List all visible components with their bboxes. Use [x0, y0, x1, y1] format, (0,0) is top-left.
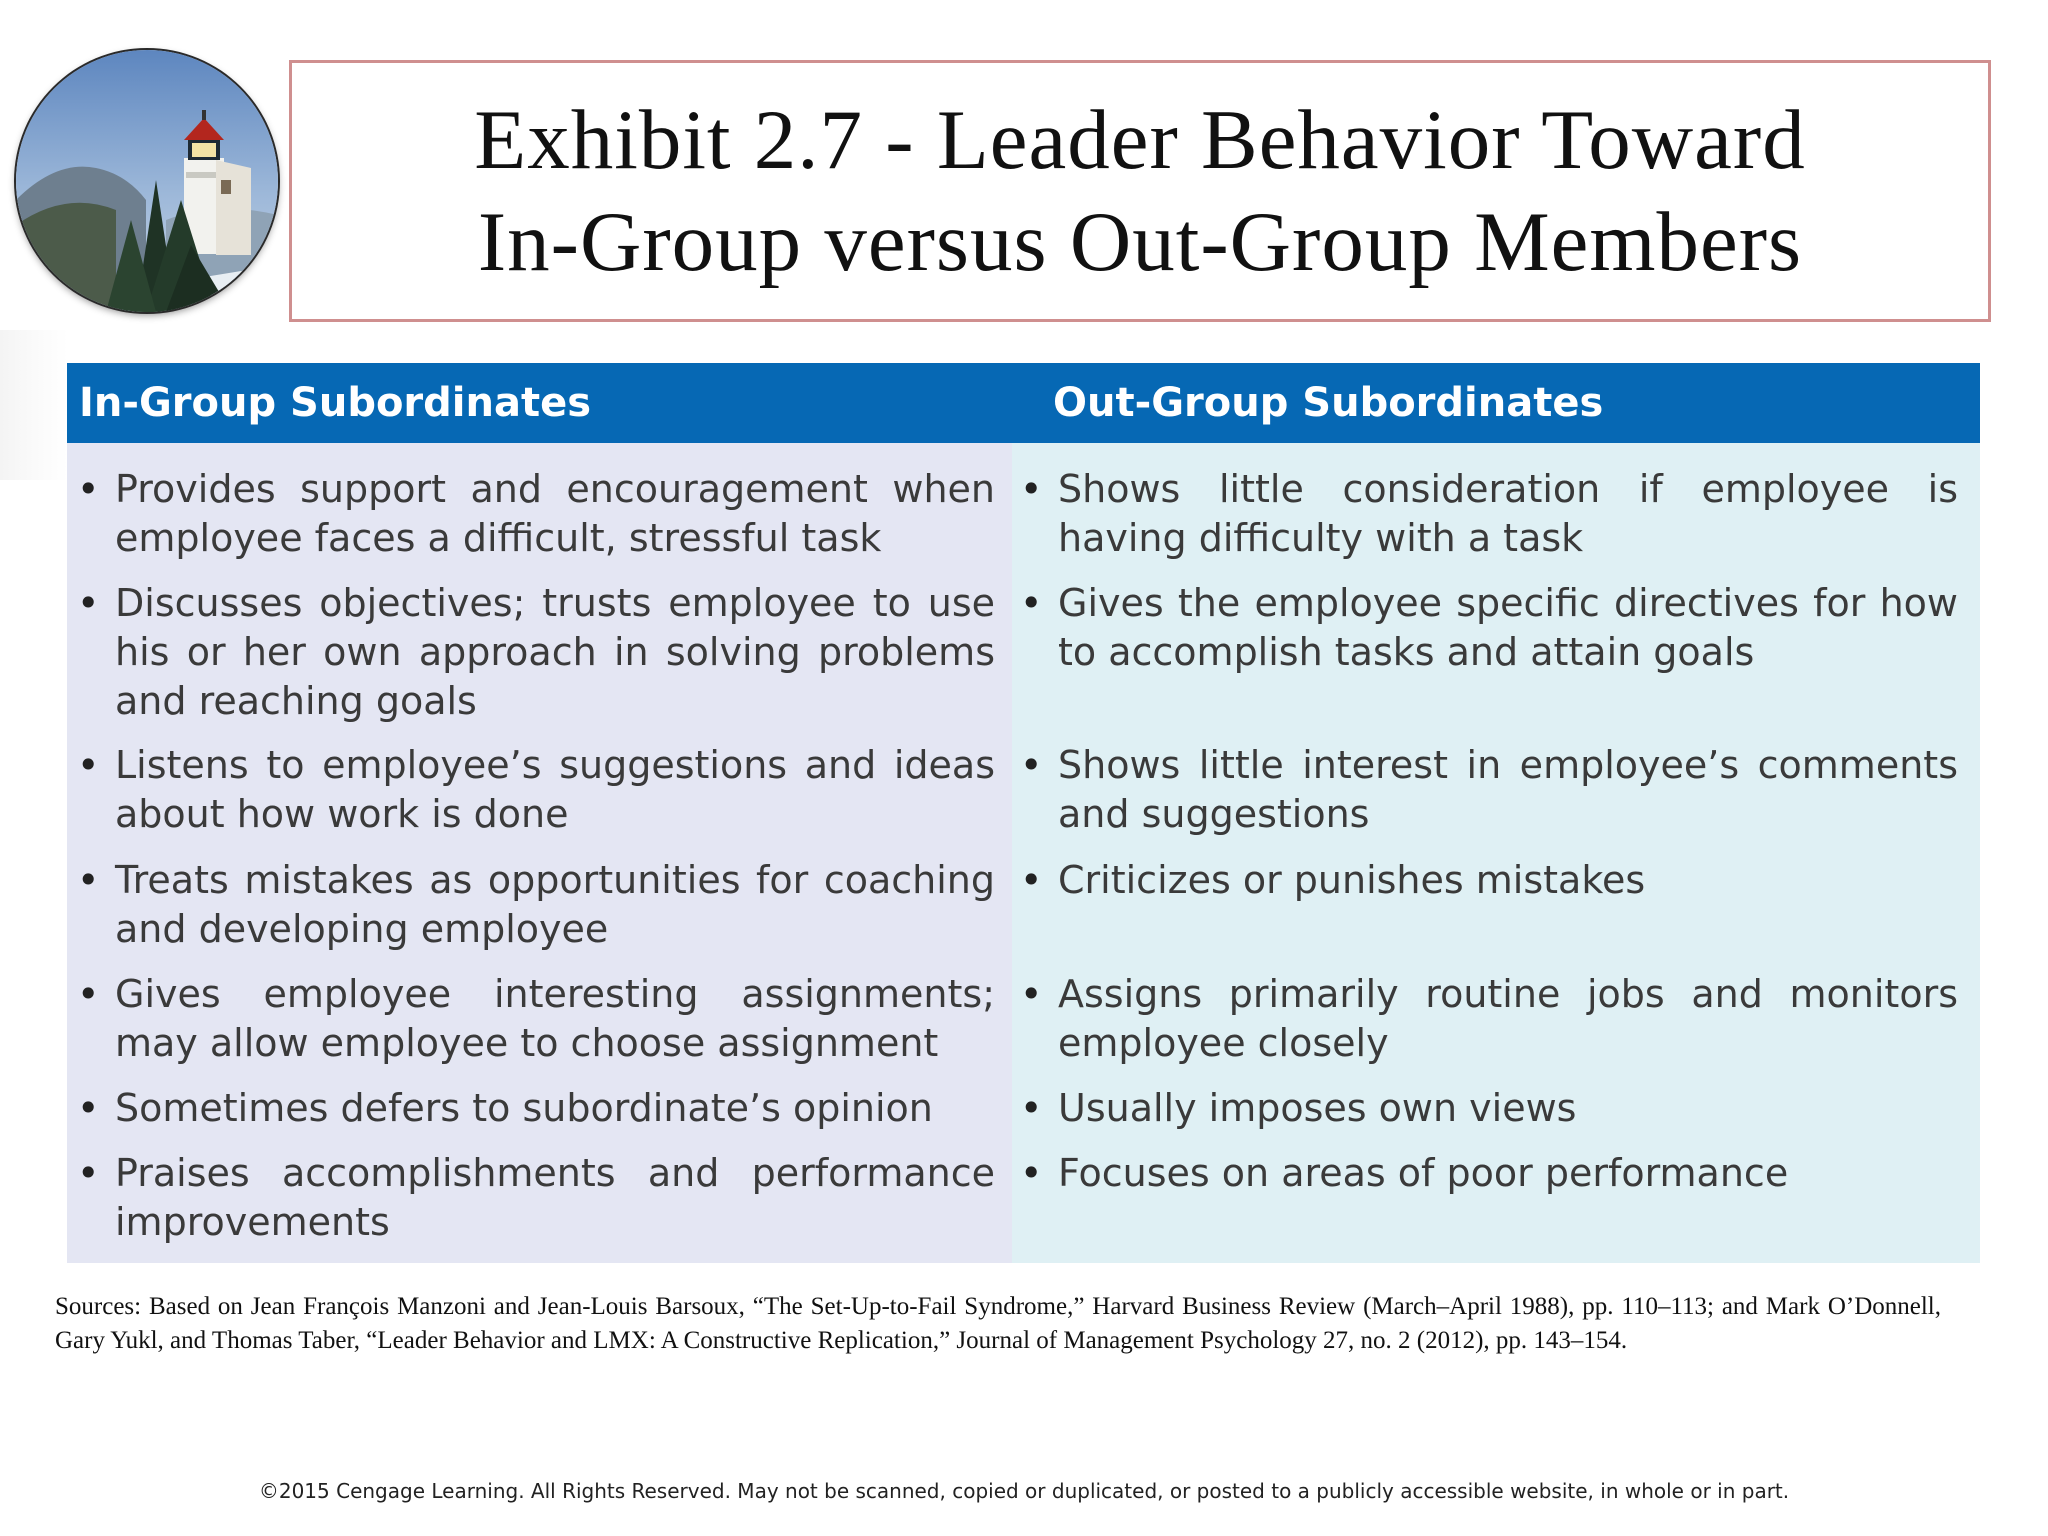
bullet-icon: • [77, 467, 100, 511]
item-text: Praises accomplishments and performance improvements [115, 1151, 995, 1244]
sources-citation: Sources: Based on Jean François Manzoni and Jean-Louis Barsoux, “The Set-Up-to-Fail Syndrome,” Harvard Business Review (March–April 1988), pp. 110–113; and Mark O’Donnell, Gary Yukl, and Thomas Taber, “Leader Behavior and LMX: A Constructive Replication,” Journal of Management Psychology 27, no. 2 (2012), pp. 143–154. [55, 1293, 1941, 1354]
header-in-group: In-Group Subordinates [79, 380, 592, 426]
title-line-1: Exhibit 2.7 - Leader Behavior Toward [474, 93, 1806, 187]
item-text: Sometimes defers to subordinate’s opinion [115, 1086, 933, 1130]
list-item [77, 579, 995, 726]
item-text: Listens to employee’s suggestions and ideas about how work is done [115, 743, 995, 836]
comparison-table [67, 363, 1980, 1263]
list-item [1020, 465, 1958, 563]
item-text: Focuses on areas of poor performance [1058, 1151, 1789, 1195]
bullet-icon: • [77, 581, 100, 625]
bullet-icon: • [1020, 858, 1043, 902]
item-text: Assigns primarily routine jobs and monitors employee closely [1058, 972, 1958, 1065]
page-title [474, 89, 1805, 293]
lighthouse-icon [16, 50, 278, 312]
edge-shadow [0, 330, 68, 480]
bullet-icon: • [1020, 467, 1043, 511]
list-item [77, 465, 995, 563]
bullet-icon: • [77, 858, 100, 902]
item-text: Provides support and encouragement when employee faces a difficult, stressful task [115, 467, 995, 560]
item-text: Criticizes or punishes mistakes [1058, 858, 1646, 902]
item-text: Shows little interest in employee’s comments and suggestions [1058, 743, 1958, 836]
list-item [1020, 1084, 1958, 1133]
list-item [77, 1149, 995, 1247]
list-item [77, 856, 995, 954]
list-item [1020, 970, 1958, 1068]
title-box [289, 60, 1991, 322]
copyright-notice: ©2015 Cengage Learning. All Rights Reserved. May not be scanned, copied or duplicated, or posted to a publicly accessible website, in whole or in part. [258, 1479, 1790, 1503]
bullet-icon: • [77, 1151, 100, 1195]
list-item [77, 1084, 995, 1133]
list-item [1020, 856, 1958, 905]
list-item [1020, 741, 1958, 839]
bullet-icon: • [1020, 743, 1043, 787]
table-header [67, 363, 1980, 443]
header-out-group: Out-Group Subordinates [1053, 380, 1604, 426]
bullet-icon: • [77, 743, 100, 787]
bullet-icon: • [77, 972, 100, 1016]
bullet-icon: • [77, 1086, 100, 1130]
list-item [1020, 579, 1958, 677]
bullet-icon: • [1020, 581, 1043, 625]
bullet-icon: • [1020, 972, 1043, 1016]
item-text: Treats mistakes as opportunities for coaching and developing employee [115, 858, 995, 951]
item-text: Shows little consideration if employee is having difficulty with a task [1058, 467, 1958, 560]
title-line-2: In-Group versus Out-Group Members [477, 195, 1803, 289]
list-item [77, 741, 995, 839]
in-group-column [67, 443, 1012, 1263]
bullet-icon: • [1020, 1151, 1043, 1195]
bullet-icon: • [1020, 1086, 1043, 1130]
list-item [77, 970, 995, 1068]
item-text: Discusses objectives; trusts employee to use his or her own approach in solving problems and reaching goals [115, 581, 995, 723]
item-text: Gives employee interesting assignments; may allow employee to choose assignment [115, 972, 995, 1065]
item-text: Usually imposes own views [1058, 1086, 1577, 1130]
item-text: Gives the employee specific directives for how to accomplish tasks and attain goals [1058, 581, 1958, 674]
out-group-column [1012, 443, 1980, 1263]
list-item [1020, 1149, 1958, 1198]
